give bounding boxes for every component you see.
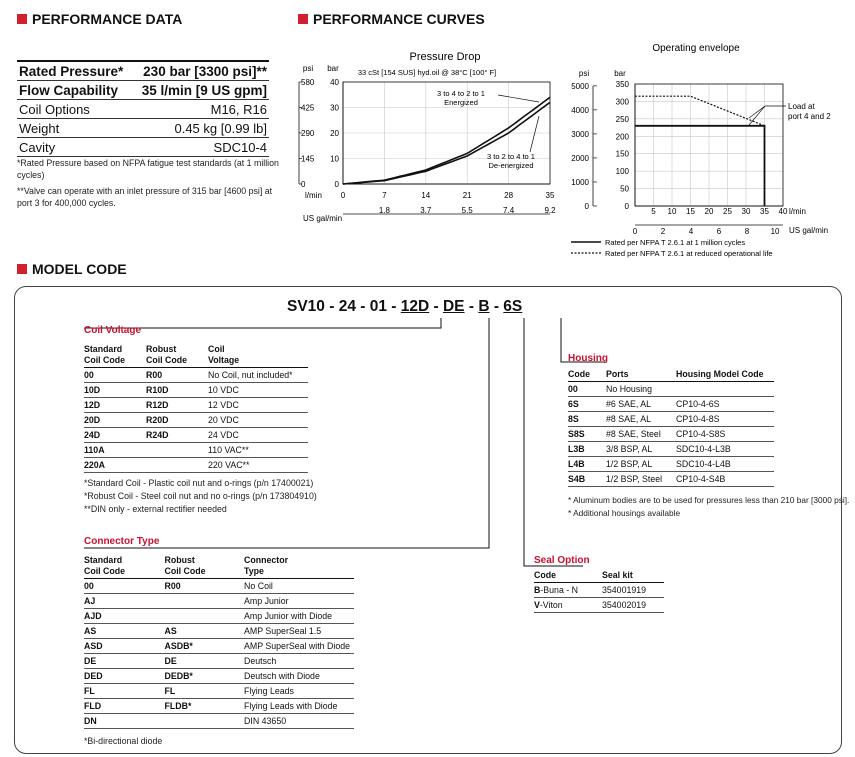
code-series: SV10 bbox=[287, 298, 325, 315]
energized-label-line1: 3 to 4 to 2 to 1 bbox=[437, 89, 485, 98]
bar-tick-label: 250 bbox=[615, 114, 629, 124]
connector-type-table bbox=[84, 555, 354, 729]
table-row bbox=[84, 413, 308, 428]
row-label: Cavity bbox=[17, 138, 132, 157]
standard-code-cell: 12D bbox=[84, 398, 146, 413]
table-row bbox=[84, 699, 354, 714]
table-row bbox=[84, 684, 354, 699]
seal-code-cell bbox=[534, 598, 602, 613]
robust-code-cell: DEDB* bbox=[165, 669, 245, 684]
code-sep: - bbox=[355, 298, 370, 315]
standard-code-cell: AS bbox=[84, 624, 165, 639]
bar-tick-label: 0 bbox=[624, 202, 629, 211]
table-row bbox=[84, 654, 354, 669]
code-sep: - bbox=[429, 298, 443, 315]
seal-material: -Buna - N bbox=[540, 585, 579, 595]
energized-label-line2: Energized bbox=[444, 98, 478, 107]
bar-unit-label: bar bbox=[327, 64, 339, 73]
ports-cell: 1/2 BSP, AL bbox=[606, 457, 676, 472]
lmin-unit-label: l/min bbox=[789, 207, 806, 216]
table-row bbox=[568, 457, 774, 472]
header-line: Connector bbox=[244, 555, 289, 565]
psi-tick-label: 0 bbox=[584, 202, 589, 211]
table-row bbox=[568, 412, 774, 427]
standard-code-cell: AJD bbox=[84, 609, 165, 624]
model-code-cell: CP10-4-8S bbox=[676, 412, 774, 427]
gal-tick-label: 9.2 bbox=[544, 206, 556, 215]
robust-code-cell bbox=[165, 594, 245, 609]
standard-code-cell: FLD bbox=[84, 699, 165, 714]
row-value: SDC10-4 bbox=[132, 138, 269, 157]
robust-code-cell bbox=[165, 714, 245, 729]
psi-tick-label: 3000 bbox=[571, 129, 589, 139]
table-row bbox=[84, 368, 308, 383]
table-row bbox=[568, 472, 774, 487]
connector-cell: Flying Leads bbox=[244, 684, 354, 699]
header-line: Voltage bbox=[208, 355, 240, 365]
code-cell: 8S bbox=[568, 412, 606, 427]
voltage-cell: 12 VDC bbox=[208, 398, 308, 413]
housing-title: Housing bbox=[568, 353, 608, 364]
header-line: Robust bbox=[146, 344, 177, 354]
housing-notes bbox=[568, 494, 849, 520]
header-standard bbox=[84, 344, 146, 368]
psi-tick-label: 5000 bbox=[571, 81, 589, 91]
gal-tick-label: 1.8 bbox=[378, 206, 390, 215]
psi-unit-label: psi bbox=[578, 69, 590, 78]
header-robust bbox=[165, 555, 245, 579]
robust-code-cell: R00 bbox=[146, 368, 208, 383]
connector-cell: Flying Leads with Diode bbox=[244, 699, 354, 714]
standard-code-cell: 10D bbox=[84, 383, 146, 398]
table-row bbox=[84, 669, 354, 684]
seal-code: B bbox=[534, 585, 541, 595]
gal-tick-label: 4 bbox=[688, 227, 694, 236]
standard-code-cell: DE bbox=[84, 654, 165, 669]
header-robust bbox=[146, 344, 208, 368]
lmin-tick-label: 40 bbox=[778, 207, 788, 216]
standard-code-cell: 20D bbox=[84, 413, 146, 428]
connector-type-title: Connector Type bbox=[84, 536, 160, 547]
table-row bbox=[84, 579, 354, 594]
voltage-cell: 10 VDC bbox=[208, 383, 308, 398]
lmin-tick-label: 21 bbox=[462, 191, 472, 200]
bar-tick-label: 150 bbox=[615, 149, 629, 159]
code-size: 24 bbox=[338, 298, 356, 315]
standard-code-cell: 24D bbox=[84, 428, 146, 443]
seal-option-title: Seal Option bbox=[534, 555, 590, 566]
connector-note: *Bi-directional diode bbox=[84, 736, 163, 746]
row-value: 230 bar [3300 psi]** bbox=[132, 61, 269, 81]
robust-code-cell: R20D bbox=[146, 413, 208, 428]
voltage-cell: 220 VAC** bbox=[208, 458, 308, 473]
table-row bbox=[84, 594, 354, 609]
note: *Robust Coil - Steel coil nut and no o-rings (p/n 173804910) bbox=[84, 491, 317, 501]
table-header-row bbox=[84, 555, 354, 579]
table-row bbox=[84, 398, 308, 413]
model-code-cell: SDC10-4-L4B bbox=[676, 457, 774, 472]
bar-unit-label: bar bbox=[614, 69, 626, 78]
header-standard bbox=[84, 555, 165, 579]
lmin-tick-label: 14 bbox=[421, 191, 431, 200]
housing-table bbox=[568, 369, 774, 487]
seal-material: -Viton bbox=[539, 600, 563, 610]
note: * Aluminum bodies are to be used for pressures less than 210 bar [3000 psi]. bbox=[568, 495, 850, 505]
header-connector bbox=[244, 555, 354, 579]
code-housing: 6S bbox=[503, 298, 523, 315]
header-code: Code bbox=[568, 369, 606, 382]
connector-cell: DIN 43650 bbox=[244, 714, 354, 729]
header-line: Coil Code bbox=[84, 566, 126, 576]
standard-code-cell: ASD bbox=[84, 639, 165, 654]
note: **DIN only - external rectifier needed bbox=[84, 504, 227, 514]
lmin-tick-label: 7 bbox=[382, 191, 387, 200]
bar-tick-label: 350 bbox=[615, 80, 629, 89]
voltage-cell: 24 VDC bbox=[208, 428, 308, 443]
header-line: Coil Code bbox=[146, 355, 188, 365]
table-row bbox=[568, 427, 774, 442]
ports-cell: 3/8 BSP, AL bbox=[606, 442, 676, 457]
psi-tick-label: 4000 bbox=[571, 105, 589, 115]
table-row bbox=[534, 598, 664, 613]
row-label: Rated Pressure* bbox=[17, 61, 132, 81]
table-row bbox=[568, 442, 774, 457]
seal-code-cell bbox=[534, 583, 602, 598]
lmin-tick-label: 25 bbox=[723, 207, 732, 216]
model-code-cell: CP10-4-S4B bbox=[676, 472, 774, 487]
model-code-cell: CP10-4-S8S bbox=[676, 427, 774, 442]
model-code-cell: SDC10-4-L3B bbox=[676, 442, 774, 457]
load-annotation-line1: Load at bbox=[788, 102, 815, 111]
header-line: Coil bbox=[208, 344, 225, 354]
psi-tick-label: 145 bbox=[301, 154, 315, 164]
bar-tick-label: 300 bbox=[615, 97, 629, 107]
table-row bbox=[84, 428, 308, 443]
header-line: Standard bbox=[84, 555, 123, 565]
note: *Standard Coil - Plastic coil nut and o-rings (p/n 17400021) bbox=[84, 478, 314, 488]
code-sep: - bbox=[489, 298, 504, 315]
deenergized-label-line2: De-energized bbox=[488, 161, 534, 170]
row-label: Flow Capability bbox=[17, 81, 132, 100]
gal-unit-label: US gal/min bbox=[303, 214, 343, 223]
seal-kit-cell: 354001919 bbox=[602, 583, 664, 598]
gal-tick-label: 7.4 bbox=[503, 206, 515, 215]
header-ports: Ports bbox=[606, 369, 676, 382]
coil-voltage-table bbox=[84, 344, 308, 473]
bar-tick-label: 30 bbox=[330, 103, 339, 113]
legend-dashed-label: Rated per NFPA T 2.6.1 at reduced operational life bbox=[605, 249, 773, 258]
code-cell: 6S bbox=[568, 397, 606, 412]
code-cell: L4B bbox=[568, 457, 606, 472]
header-line: Type bbox=[244, 566, 264, 576]
header-seal-kit: Seal kit bbox=[602, 570, 664, 583]
voltage-cell: No Coil, nut included* bbox=[208, 368, 308, 383]
lmin-tick-label: 28 bbox=[504, 191, 514, 200]
psi-unit-label: psi bbox=[302, 64, 314, 73]
lmin-tick-label: 15 bbox=[686, 207, 695, 216]
gal-tick-label: 2 bbox=[660, 227, 666, 236]
code-sep: - bbox=[464, 298, 479, 315]
standard-code-cell: DED bbox=[84, 669, 165, 684]
robust-code-cell: FLDB* bbox=[165, 699, 245, 714]
gal-tick-label: 0 bbox=[632, 227, 638, 236]
psi-tick-label: 1000 bbox=[571, 177, 589, 187]
bar-tick-label: 10 bbox=[330, 154, 339, 164]
table-row bbox=[568, 382, 774, 397]
header-line: Standard bbox=[84, 344, 123, 354]
code-cell: 00 bbox=[568, 382, 606, 397]
psi-tick-label: 0 bbox=[301, 180, 306, 189]
connector-cell: No Coil bbox=[244, 579, 354, 594]
robust-code-cell: R10D bbox=[146, 383, 208, 398]
model-code-cell bbox=[676, 382, 774, 397]
header-line: Robust bbox=[164, 555, 195, 565]
bar-tick-label: 200 bbox=[615, 132, 629, 142]
section-title: MODEL CODE bbox=[32, 261, 127, 277]
note: * Additional housings available bbox=[568, 508, 681, 518]
ports-cell: #6 SAE, AL bbox=[606, 397, 676, 412]
ports-cell: No Housing bbox=[606, 382, 676, 397]
code-sep: - bbox=[324, 298, 339, 315]
header-line: Coil Code bbox=[84, 355, 126, 365]
row-label: Weight bbox=[17, 119, 132, 138]
standard-code-cell: 220A bbox=[84, 458, 146, 473]
lmin-tick-label: 5 bbox=[651, 207, 656, 216]
lmin-tick-label: 0 bbox=[340, 191, 346, 200]
connector-cell: Deutsch bbox=[244, 654, 354, 669]
table-row bbox=[534, 583, 664, 598]
row-value: 0.45 kg [0.99 lb] bbox=[132, 119, 269, 138]
robust-code-cell: R24D bbox=[146, 428, 208, 443]
connector-cell: Deutsch with Diode bbox=[244, 669, 354, 684]
standard-code-cell: DN bbox=[84, 714, 165, 729]
psi-tick-label: 290 bbox=[301, 129, 315, 138]
robust-code-cell: R12D bbox=[146, 398, 208, 413]
gal-tick-label: 10 bbox=[770, 227, 780, 236]
robust-code-cell: FL bbox=[165, 684, 245, 699]
connector-cell: Amp Junior bbox=[244, 594, 354, 609]
bar-tick-label: 100 bbox=[615, 167, 629, 177]
table-row bbox=[84, 639, 354, 654]
table-row bbox=[568, 397, 774, 412]
section-title: PERFORMANCE DATA bbox=[32, 11, 183, 27]
note-inlet-pressure: **Valve can operate with an inlet pressure of 315 bar [4600 psi] at port 3 for 400,000 cycles. bbox=[17, 186, 273, 208]
standard-code-cell: AJ bbox=[84, 594, 165, 609]
robust-code-cell: AS bbox=[165, 624, 245, 639]
gal-tick-label: 8 bbox=[744, 227, 750, 236]
psi-tick-label: 425 bbox=[301, 103, 315, 113]
row-value: 35 l/min [9 US gpm] bbox=[132, 81, 269, 100]
lmin-tick-label: 30 bbox=[741, 207, 751, 216]
lmin-tick-label: 35 bbox=[545, 191, 555, 200]
table-header-row bbox=[84, 344, 308, 368]
table-header-row bbox=[568, 369, 774, 382]
robust-code-cell: DE bbox=[165, 654, 245, 669]
robust-code-cell: ASDB* bbox=[165, 639, 245, 654]
note-rated-pressure: *Rated Pressure based on NFPA fatigue test standards (at 1 million cycles) bbox=[17, 158, 279, 180]
bar-tick-label: 50 bbox=[620, 184, 629, 194]
row-value: M16, R16 bbox=[132, 100, 269, 119]
header-code: Code bbox=[534, 570, 602, 583]
chart-title: Operating envelope bbox=[652, 43, 740, 54]
section-title: PERFORMANCE CURVES bbox=[313, 11, 485, 27]
standard-code-cell: FL bbox=[84, 684, 165, 699]
legend-solid-label: Rated per NFPA T 2.6.1 at 1 million cycles bbox=[605, 238, 746, 247]
code-sep: - bbox=[386, 298, 401, 315]
gal-tick-label: 3.7 bbox=[420, 206, 432, 215]
seal-option-table bbox=[534, 570, 664, 613]
row-label: Coil Options bbox=[17, 100, 132, 119]
lmin-tick-label: 10 bbox=[667, 207, 677, 216]
robust-code-cell bbox=[146, 443, 208, 458]
table-row bbox=[84, 714, 354, 729]
standard-code-cell: 110A bbox=[84, 443, 146, 458]
header-line: Coil Code bbox=[164, 566, 206, 576]
header-voltage bbox=[208, 344, 308, 368]
seal-kit-cell: 354002019 bbox=[602, 598, 664, 613]
table-row bbox=[84, 443, 308, 458]
coil-voltage-notes bbox=[84, 477, 317, 516]
psi-tick-label: 580 bbox=[301, 78, 315, 87]
gal-unit-label: US gal/min bbox=[789, 226, 829, 235]
code-coil-voltage: 12D bbox=[400, 298, 430, 315]
ports-cell: #8 SAE, Steel bbox=[606, 427, 676, 442]
connector-cell: AMP SuperSeal with Diode bbox=[244, 639, 354, 654]
load-annotation-line2: port 4 and 2 bbox=[788, 112, 831, 121]
table-header-row bbox=[534, 570, 664, 583]
table-row bbox=[84, 624, 354, 639]
table-row bbox=[84, 383, 308, 398]
table-row bbox=[84, 458, 308, 473]
deenergized-label-line1: 3 to 2 to 4 to 1 bbox=[487, 152, 535, 161]
voltage-cell: 20 VDC bbox=[208, 413, 308, 428]
voltage-cell: 110 VAC** bbox=[208, 443, 308, 458]
lmin-tick-label: 20 bbox=[704, 207, 714, 216]
chart-title: Pressure Drop bbox=[409, 51, 481, 63]
ports-cell: #8 SAE, AL bbox=[606, 412, 676, 427]
bar-tick-label: 20 bbox=[330, 129, 339, 138]
code-seal: B bbox=[478, 298, 490, 315]
seal-code: V bbox=[534, 600, 540, 610]
code-connector: DE bbox=[442, 298, 465, 315]
ports-cell: 1/2 BSP, Steel bbox=[606, 472, 676, 487]
connector-cell: Amp Junior with Diode bbox=[244, 609, 354, 624]
code-cell: S4B bbox=[568, 472, 606, 487]
chart-subtitle: 33 cSt [154 SUS] hyd.oil @ 38°C [100° F] bbox=[357, 68, 497, 77]
bar-tick-label: 40 bbox=[330, 78, 339, 87]
standard-code-cell: 00 bbox=[84, 579, 165, 594]
lmin-tick-label: 35 bbox=[760, 207, 769, 216]
standard-code-cell: 00 bbox=[84, 368, 146, 383]
code-cell: S8S bbox=[568, 427, 606, 442]
connector-cell: AMP SuperSeal 1.5 bbox=[244, 624, 354, 639]
robust-code-cell bbox=[165, 609, 245, 624]
gal-tick-label: 6 bbox=[716, 227, 722, 236]
robust-code-cell: R00 bbox=[165, 579, 245, 594]
robust-code-cell bbox=[146, 458, 208, 473]
header-model-code: Housing Model Code bbox=[676, 369, 774, 382]
model-code-cell: CP10-4-6S bbox=[676, 397, 774, 412]
code-type: 01 bbox=[369, 298, 387, 315]
gal-tick-label: 5.5 bbox=[461, 206, 473, 215]
lmin-unit-label: l/min bbox=[305, 191, 322, 200]
code-cell: L3B bbox=[568, 442, 606, 457]
table-row bbox=[84, 609, 354, 624]
psi-tick-label: 2000 bbox=[571, 153, 589, 163]
bar-tick-label: 0 bbox=[334, 180, 339, 189]
coil-voltage-title: Coil Voltage bbox=[84, 325, 142, 336]
